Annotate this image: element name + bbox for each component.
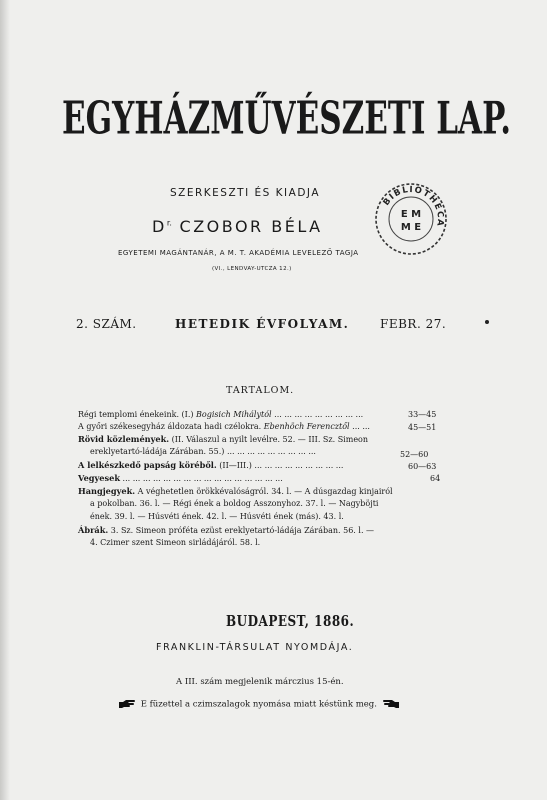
delay-notice-text: E füzettel a czimszalagok nyomása miatt késtünk meg. [140, 699, 377, 710]
toc-leader-dots: ... ... ... ... ... ... ... ... ... ... ... ... ... ... ... ... [120, 474, 283, 483]
next-issue-notice: A III. szám megjelenik márczius 15-én. [176, 677, 344, 687]
toc-line [78, 526, 374, 535]
toc-author: Bogisich Mihálytól [196, 410, 272, 419]
editor-prefix-sup: r. [166, 218, 172, 228]
toc-line [78, 411, 363, 419]
pointing-hand-left-icon [380, 699, 400, 709]
issue-volume: HETEDIK ÉVFOLYAM. [175, 317, 350, 331]
toc-leader-dots: ... ... ... ... ... ... ... ... ... [271, 410, 364, 419]
toc-line [78, 461, 343, 470]
toc-text: ének. 39. l. — Húsvéti ének. 42. l. — Húsvéti ének (más). 43. l. [90, 512, 344, 521]
toc-text: A győri székesegyház áldozata hadi czélokra. [78, 422, 264, 431]
toc-line [90, 500, 378, 508]
toc-text: 4. Czimer szent Simeon sirládájáról. 58. l. [90, 538, 261, 547]
toc-page-range: 64 [430, 474, 441, 483]
delay-notice [118, 699, 400, 710]
toc-leader-dots: ... ... ... ... ... ... ... ... ... [251, 461, 344, 470]
ink-dot [485, 320, 489, 324]
toc-section-title: Ábrák. [78, 525, 109, 535]
toc-line [90, 539, 260, 547]
toc-text: (II. Válaszul a nyilt levélre. 52. — III. Sz. Simeon [169, 435, 369, 444]
stamp-center-top: E M [400, 209, 422, 220]
toc-line [90, 448, 316, 456]
toc-line [78, 423, 370, 431]
editor-surname: CZOBOR BÉLA [179, 217, 323, 236]
toc-page-range: 33—45 [408, 410, 437, 419]
issue-date: FEBR. 27. [380, 317, 447, 331]
toc-page-range: 52—60 [400, 450, 429, 459]
toc-section-title: Hangjegyek. [78, 486, 136, 496]
toc-line [78, 435, 368, 444]
issue-number: 2. SZÁM. [76, 317, 137, 331]
toc-heading: TARTALOM. [226, 385, 295, 396]
stamp-center-bottom: M E [400, 222, 422, 233]
page-edge-shadow [0, 0, 10, 800]
toc-page-range: 45—51 [408, 423, 437, 432]
toc-leader-dots: ... ... [349, 422, 370, 431]
editor-affiliation: EGYETEMI MAGÁNTANÁR, A M. T. AKADÉMIA LEVELEZŐ TAGJA [118, 249, 359, 257]
edited-by-line: SZERKESZTI ÉS KIADJA [170, 187, 320, 199]
toc-line [78, 474, 283, 483]
toc-leader-dots: ... ... ... ... ... ... ... ... ... [224, 447, 316, 456]
editor-address: (VI., LENDVAY-UTCZA 12.) [212, 266, 292, 272]
pointing-hand-right-icon [118, 699, 138, 709]
editor-prefix: D [152, 217, 167, 236]
toc-text: ereklyetartó-ládája Zárában. 55.) [90, 447, 225, 456]
printer-name: FRANKLIN-TÁRSULAT NYOMDÁJA. [156, 642, 354, 653]
stamp-ring-text: BIBLIOTHECA [381, 184, 446, 228]
toc-line [78, 487, 393, 496]
toc-text: 3. Sz. Simeon próféta ezüst ereklyetartó-ládája Zárában. 56. l. — [108, 526, 375, 535]
toc-line [90, 513, 344, 521]
toc-page-range: 60—63 [408, 462, 437, 471]
toc-text: Régi templomi énekeink. (I.) [78, 410, 197, 419]
journal-title: EGYHÁZMŰVÉSZETI LAP. [62, 93, 512, 146]
toc-text: A véghetetlen örökkévalóságról. 34. l. — A dúsgazdag kinjairól [135, 487, 393, 496]
toc-section-title: A lelkészkedő papság köréből. [78, 460, 217, 470]
toc-text: a pokolban. 36. l. — Régi ének a boldog Asszonyhoz. 37. l. — Nagyböjti [90, 499, 379, 508]
toc-section-title: Vegyesek [78, 473, 120, 483]
toc-author: Ebenhöch Ferencztől [263, 422, 350, 431]
library-stamp [372, 180, 450, 258]
toc-text: (II—III.) [216, 461, 252, 470]
place-year: BUDAPEST, 1886. [226, 612, 355, 630]
toc-section-title: Rövid közlemények. [78, 434, 170, 444]
editor-name [152, 217, 323, 236]
